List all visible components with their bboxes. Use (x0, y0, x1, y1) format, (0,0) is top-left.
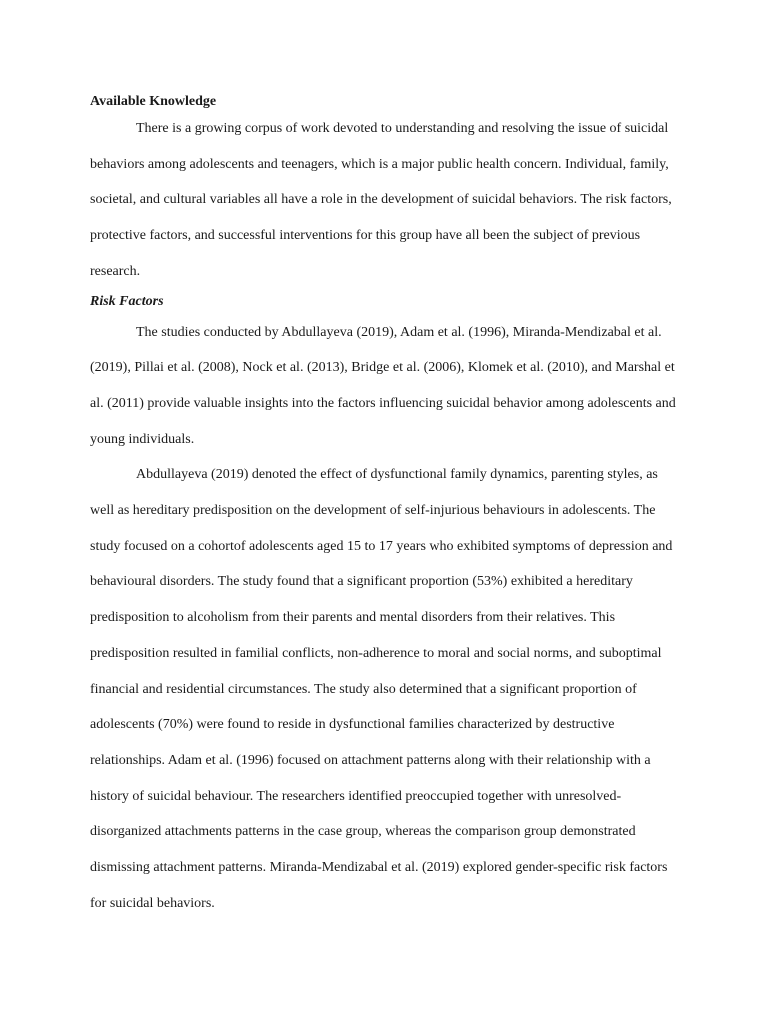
paragraph-studies: The studies conducted by Abdullayeva (2019), Adam et al. (1996), Miranda-Mendizabal et al. (2019), Pillai et al. (2008), Nock et al. (2013), Bridge et al. (2006), Klomek et al. (2010), and Marshal et al. (2011) provide valuable insights into the factors influencing suicidal behavior among adolescents and young individuals. (90, 324, 676, 447)
paragraph-abdullayeva: Abdullayeva (2019) denoted the effect of dysfunctional family dynamics, parenting styles, as well as hereditary predisposition on the development of self-injurious behaviours in adolescents. The study focused on a cohortof adolescents aged 15 to 17 years who exhibited symptoms of depression and behavioural disorders. The study found that a significant proportion (53%) exhibited a hereditary predisposition to alcoholism from their parents and mental disorders from their relatives. This predisposition resulted in familial conflicts, non-adherence to moral and social norms, and suboptimal financial and residential circumstances. The study also determined that a significant proportion of adolescents (70%) were found to reside in dysfunctional families characterized by destructive relationships. Adam et al. (1996) focused on attachment patterns along with their relationship with a history of suicidal behaviour. The researchers identified preoccupied together with unresolved-disorganized attachments patterns in the case group, whereas the comparison group demonstrated dismissing attachment patterns. Miranda-Mendizabal et al. (2019) explored gender-specific risk factors for suicidal behaviors. (90, 467, 673, 911)
subsection-heading-risk-factors: Risk Factors (90, 293, 164, 309)
document-body (90, 90, 680, 921)
paragraph-intro: There is a growing corpus of work devoted to understanding and resolving the issue of suicidal behaviors among adolescents and teenagers, which is a major public health concern. Individual, family, societal, and cultural variables all have a role in the development of suicidal behaviors. The risk factors, protective factors, and successful interventions for this group have all been the subject of previous research. (90, 121, 672, 279)
section-heading-available-knowledge: Available Knowledge (90, 94, 217, 109)
